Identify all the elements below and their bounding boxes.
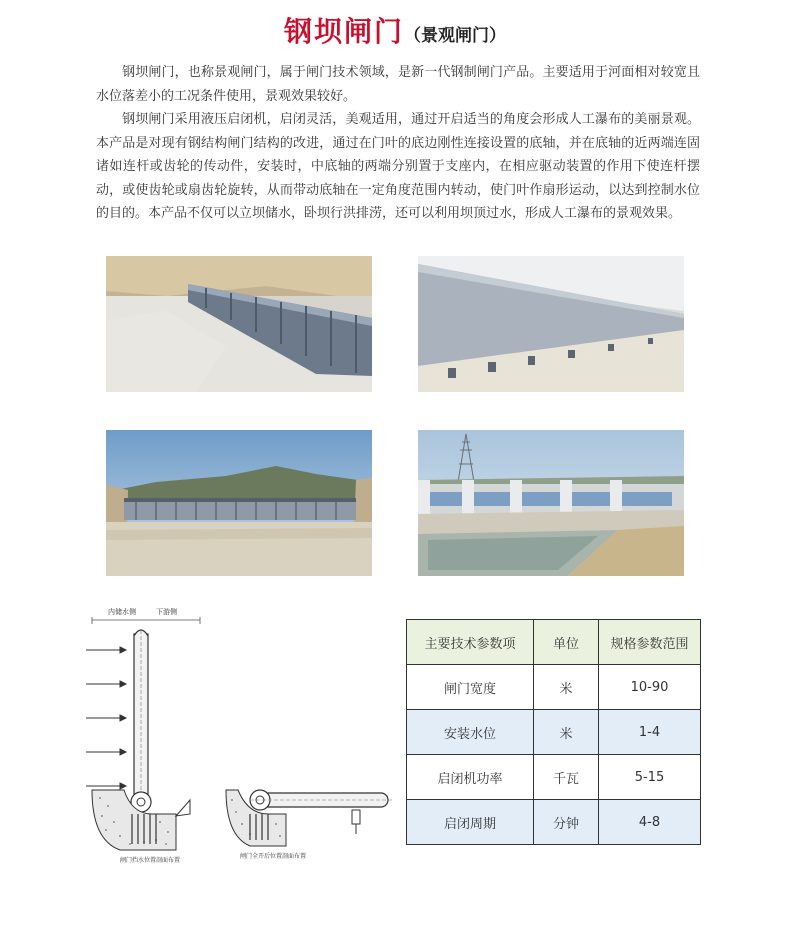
title-sub: （景观闸门） xyxy=(404,26,506,46)
table-cell: 米 xyxy=(534,665,599,710)
table-cell: 千瓦 xyxy=(534,755,599,800)
header-cell: 单位 xyxy=(534,620,599,665)
label-upstream: 内储水侧 xyxy=(108,608,136,616)
spec-table xyxy=(406,619,701,845)
gate-section-diagram xyxy=(80,600,400,870)
p1-line: 钢坝闸门，也称景观闸门，属于闸门技术领域，是新一代钢制闸门产品。主要适用于河面相对较 xyxy=(122,65,674,80)
caption-standing: 闸门挡水位置剖面布置 xyxy=(120,857,181,864)
table-cell: 闸门宽度 xyxy=(407,665,534,710)
description-paragraph xyxy=(96,108,700,226)
photo-gate-mountains xyxy=(106,430,372,576)
table-cell: 启闭周期 xyxy=(407,800,534,845)
intro-paragraph xyxy=(96,61,700,108)
table-row xyxy=(407,755,701,800)
table-cell: 米 xyxy=(534,710,599,755)
table-cell: 安装水位 xyxy=(407,710,534,755)
table-row xyxy=(407,710,701,755)
header-cell: 规格参数范围 xyxy=(599,620,701,665)
p2-line: 钢坝闸门采用液压启闭机，启闭灵活，美观适用，通过开启适当的角度会形成人工瀑布的美丽景 xyxy=(122,112,674,127)
table-row xyxy=(407,800,701,845)
photo-gate-construction xyxy=(106,256,372,392)
photo-gate-multibay xyxy=(418,430,684,576)
title-main: 钢坝闸门 xyxy=(283,15,404,48)
gate-standing xyxy=(131,630,151,812)
p2-line: 下使连杆摆动，或使齿轮或扇齿轮旋转，从而带动底轴在一定角度范围内转动，使门叶作扇形运动， xyxy=(96,159,700,198)
table-cell: 4-8 xyxy=(599,800,701,845)
header-cell: 主要技术参数项 xyxy=(407,620,534,665)
p1-line: 宽且水位落差小的工况条件使用，景观效果较好。 xyxy=(96,65,700,104)
table-header-row xyxy=(407,620,701,665)
photo-gate-raised xyxy=(418,256,684,392)
label-downstream: 下游侧 xyxy=(156,608,177,616)
table-cell: 1-4 xyxy=(599,710,701,755)
caption-lying: 闸门全开后位置剖面布置 xyxy=(240,853,307,860)
table-cell: 启闭机功率 xyxy=(407,755,534,800)
p2-line: 两端连固诸如连杆或齿轮的传动件，安装时，中底轴的两端分别置于支座内，在相应驱动装置的作用 xyxy=(96,135,700,174)
table-cell: 分钟 xyxy=(534,800,599,845)
table-cell: 5-15 xyxy=(599,755,701,800)
p2-line: 瀑布的景观效果。 xyxy=(577,206,682,221)
page-title xyxy=(0,10,790,50)
table-row xyxy=(407,665,701,710)
water-pressure-arrows xyxy=(86,647,126,789)
p2-line: 以达到控制水位的目的。本产品不仅可以立坝储水，卧坝行洪排涝，还可以利用坝顶过水，形成人工 xyxy=(96,182,700,221)
table-cell: 10-90 xyxy=(599,665,701,710)
p2-line: 观。本产品是对现有钢结构闸门结构的改进，通过在门叶的底边刚性连接设置的底轴，并在底轴的近 xyxy=(96,112,700,151)
